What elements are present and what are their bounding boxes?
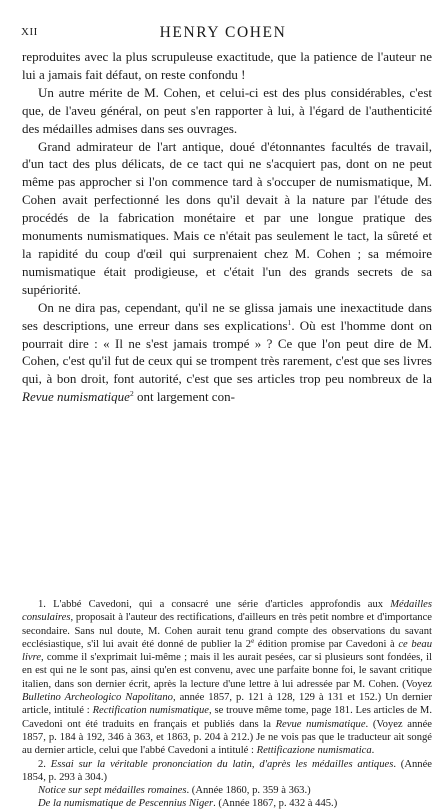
footnote-2-title: De la numismatique de Pescennius Niger xyxy=(38,798,214,810)
footnote-1-title: Médailles consulaires xyxy=(22,599,432,624)
footnote-1-text: , année 1857, p. 121 à 128, 129 à 131 et 152.) Un dernier article, intitulé : xyxy=(22,692,432,717)
footnote-1 xyxy=(22,598,432,758)
running-title: HENRY COHEN xyxy=(159,24,287,41)
footnote-2-title: Essai sur la véritable prononciation du latin, d'après les médailles antiques xyxy=(50,758,394,770)
paragraph-4-text-b: . Où est l'homme dont on pourrait dire : « Il ne s'est jamais trompé » ? Ce que l'on peut dire de M. Cohen, c'est qu'il fut de ceux qui se trompent très rarement, c'est que ses livres qui, à bon droit, font autorité, c'est que ses articles trop peu nombreux de la xyxy=(22,317,433,387)
journal-title: Revue numismatique xyxy=(22,389,130,405)
footnote-2 xyxy=(22,758,432,785)
footnote-1-text: , proposait à l'auteur des rectifications, d'ailleurs en très petit nombre et d'importance secondaire. Sans nul doute, M. Cohen aurait tenu grand compte des observations du savant ecclésiastique, s'il lui avait été donné de publier la 2 xyxy=(22,612,432,650)
footnote-1-title: Bulletino Archeologico Napolitano xyxy=(22,692,173,704)
footnote-1-title: ce beau livre xyxy=(22,638,432,664)
footnote-1-title: Rectification numismatique xyxy=(92,705,209,717)
paragraph-4-text-c: ont largement con- xyxy=(133,389,235,405)
footnote-ref-1: 1 xyxy=(287,317,292,327)
footnote-1-text: 1. L'abbé Cavedoni, qui a consacré une série d'articles approfondis aux xyxy=(38,599,391,610)
footnote-2-item-2 xyxy=(22,784,432,797)
paragraph-1: reproduites avec la plus scrupuleuse exactitude, que la patience de l'auteur ne lui a jamais fait défaut, on reste confondu ! xyxy=(22,49,432,82)
footnote-2-text: . (Année 1860, p. 359 à 363.) xyxy=(186,785,311,797)
paragraph-4 xyxy=(22,299,432,406)
footnote-1-title: Revue numismatique xyxy=(275,718,366,730)
page-header xyxy=(0,24,446,42)
main-text xyxy=(22,48,432,406)
page-number: XII xyxy=(21,26,38,38)
footnote-1-text: , comme il s'exprimait lui-même ; mais il les aurait pesées, car si plusieurs sont fondées, il en est qui ne le sont pas, ainsi qu'en est convenu, avec une parfaite bonne foi, le savant critique italien, dans son dernier écrit, après la lecture d'une lettre à lui adressée par M. Cohen. (Voyez xyxy=(22,652,432,690)
footnote-1-text: . (Voyez année 1857, p. 184 à 192, 346 à 363, et 1863, p. 204 à 212.) Je ne vois pas que le traducteur ait songé au dernier article, celui que l'abbé Cavedoni a intitulé : xyxy=(22,718,432,757)
paragraph-4-text-a: On ne dira pas, cependant, qu'il ne se glissa jamais une inexactitude dans ses descriptions, une erreur dans ses explications xyxy=(22,299,432,333)
paragraph-2: Un autre mérite de M. Cohen, et celui-ci est des plus considérables, c'est que, de l'aveu général, on peut s'en rapporter à lui, à l'égard de l'authenticité des médailles admises dans ses ouvrages. xyxy=(22,84,432,136)
footnote-1-text: . xyxy=(371,745,375,757)
footnote-2-text: 2. xyxy=(38,758,51,770)
footnote-2-title: Notice sur sept médailles romaines xyxy=(38,785,187,797)
footnotes xyxy=(22,598,432,811)
paragraph-3: Grand admirateur de l'art antique, doué d'étonnantes facultés de travail, d'un tact des plus délicats, de ce tact qui ne s'acquiert pas, dont on ne peut même pas approcher si l'on commence tard à s'occuper de numismatique, M. Cohen avait perfectionné les dons qu'il devait à la nature par l'étude des procédés de la fabrication monétaire et par une longue pratique des monuments numismatiques. Mais ce n'était pas seulement le tact, la sûreté et la rapidité du coup d'œil qui surprenaient chez M. Cohen ; sa mémoire numismatique était prodigieuse, et c'était l'un des grands secrets de sa supériorité. xyxy=(22,138,432,297)
footnote-2-text: . (Année 1854, p. 293 à 304.) xyxy=(22,758,432,783)
footnote-1-title: Rettificazione numismatica xyxy=(256,745,372,757)
footnote-1-superscript: e xyxy=(251,636,255,645)
footnote-2-text: . (Année 1867, p. 432 à 445.) xyxy=(213,798,338,810)
footnote-ref-2: 2 xyxy=(129,389,134,399)
footnote-1-text: édition promise par Cavedoni à xyxy=(254,638,399,650)
footnote-2-item-3 xyxy=(22,797,432,810)
footnote-1-text: , se trouve même tome, page 181. Les articles de M. Cavedoni ont été traduits en français et publiés dans la xyxy=(22,705,432,730)
